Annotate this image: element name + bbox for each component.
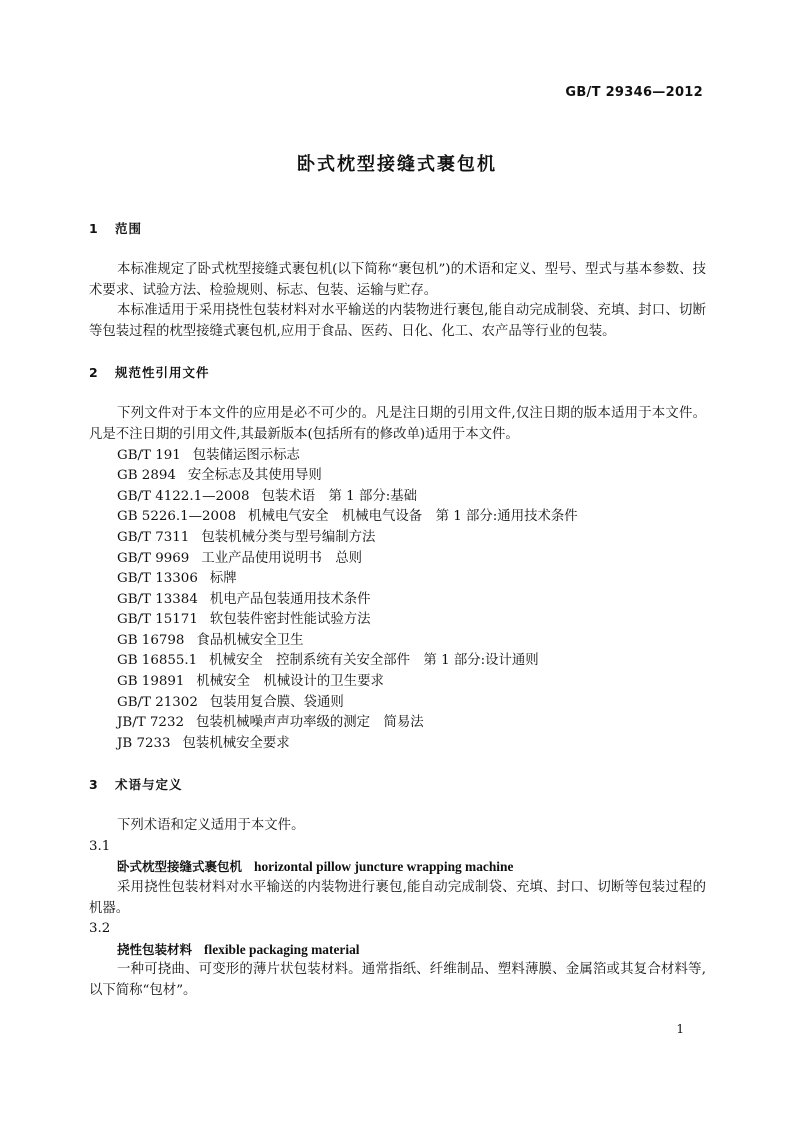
document-title: 卧式枕型接缝式裹包机 <box>297 154 497 175</box>
reference-code: JB 7233 <box>117 735 171 751</box>
reference-item <box>89 569 706 590</box>
reference-title: 标牌 <box>209 571 237 587</box>
section-number: 1 <box>89 221 99 236</box>
term-chinese: 卧式枕型接缝式裹包机 <box>117 859 243 875</box>
reference-item <box>89 507 706 528</box>
reference-item <box>89 734 706 755</box>
term-entry <box>89 940 706 961</box>
reference-title: 机械电气安全 机械电气设备 第 1 部分:通用技术条件 <box>248 509 578 525</box>
reference-item <box>89 549 706 570</box>
reference-code: JB/T 7232 <box>117 715 184 731</box>
section-heading-terms <box>89 775 706 796</box>
reference-title: 食品机械安全卫生 <box>196 632 304 648</box>
reference-title: 安全标志及其使用导则 <box>187 468 322 484</box>
reference-item <box>89 693 706 714</box>
reference-code: GB 19891 <box>117 674 185 690</box>
reference-item <box>89 446 706 467</box>
reference-item <box>89 487 706 508</box>
term-chinese: 挠性包装材料 <box>117 941 193 957</box>
reference-code: GB/T 15171 <box>117 612 198 628</box>
section-heading-normative-refs <box>89 363 706 384</box>
term-english: horizontal pillow juncture wrapping machine <box>254 859 514 875</box>
normative-refs-intro: 下列文件对于本文件的应用是必不可少的。凡是注日期的引用文件,仅注日期的版本适用于本文件。凡是不注日期的引用文件,其最新版本(包括所有的修改单)适用于本文件。 <box>89 406 706 442</box>
reference-title: 软包装件密封性能试验方法 <box>209 612 371 628</box>
reference-code: GB/T 21302 <box>117 694 198 710</box>
section-number: 2 <box>89 365 99 381</box>
reference-item <box>89 713 706 734</box>
reference-title: 包装储运图示标志 <box>192 447 300 463</box>
reference-item <box>89 631 706 652</box>
reference-item <box>89 651 706 672</box>
scope-paragraph-2: 本标准适用于采用挠性包装材料对水平输送的内装物进行裹包,能自动完成制袋、充填、封口、切断等包装过程的枕型接缝式裹包机,应用于食品、医药、日化、化工、农产品等行业的包装。 <box>89 303 706 339</box>
section-title: 范围 <box>115 221 143 236</box>
reference-code: GB 2894 <box>117 468 176 484</box>
reference-item <box>89 590 706 611</box>
reference-code: GB 16855.1 <box>117 653 198 669</box>
term-definition: 采用挠性包装材料对水平输送的内装物进行裹包,能自动完成制袋、充填、封口、切断等包装过程的机器。 <box>89 880 706 916</box>
clause-number: 3.1 <box>89 838 111 854</box>
section-number: 3 <box>89 777 99 793</box>
term-entry <box>89 857 706 878</box>
reference-item <box>89 672 706 693</box>
reference-code: GB/T 13384 <box>117 591 198 607</box>
reference-title: 包装机械安全要求 <box>182 735 290 751</box>
reference-title: 包装用复合膜、袋通则 <box>209 694 344 710</box>
clause-number: 3.2 <box>89 921 111 937</box>
reference-code: GB/T 7311 <box>117 529 190 545</box>
reference-title: 工业产品使用说明书 总则 <box>201 550 363 566</box>
reference-title: 机电产品包装通用技术条件 <box>209 591 371 607</box>
reference-item <box>89 466 706 487</box>
reference-title: 机械安全 控制系统有关安全部件 第 1 部分:设计通则 <box>209 653 539 669</box>
reference-code: GB 5226.1—2008 <box>117 509 237 525</box>
reference-code: GB/T 191 <box>117 447 181 463</box>
section-heading-scope <box>89 219 706 240</box>
section-title: 规范性引用文件 <box>115 365 210 381</box>
terms-intro: 下列术语和定义适用于本文件。 <box>117 818 305 834</box>
reference-item <box>89 528 706 549</box>
reference-title: 机械安全 机械设计的卫生要求 <box>196 674 384 690</box>
reference-item <box>89 610 706 631</box>
reference-code: GB/T 13306 <box>117 571 198 587</box>
page-number: 1 <box>676 1022 684 1036</box>
standard-number: GB/T 29346—2012 <box>565 85 703 100</box>
term-definition: 一种可挠曲、可变形的薄片状包装材料。通常指纸、纤维制品、塑料薄膜、金属箔或其复合材料等,以下简称“包材”。 <box>89 962 706 998</box>
reference-list <box>89 446 706 755</box>
reference-title: 包装机械分类与型号编制方法 <box>201 529 376 545</box>
document-body <box>89 219 706 1002</box>
reference-code: GB/T 4122.1—2008 <box>117 488 250 504</box>
reference-title: 包装术语 第 1 部分:基础 <box>261 488 418 504</box>
reference-code: GB/T 9969 <box>117 550 190 566</box>
reference-title: 包装机械噪声声功率级的测定 简易法 <box>196 715 424 731</box>
scope-paragraph-1: 本标准规定了卧式枕型接缝式裹包机(以下简称“裹包机”)的术语和定义、型号、型式与基本参数、技术要求、试验方法、检验规则、标志、包装、运输与贮存。 <box>89 262 706 298</box>
section-title: 术语与定义 <box>115 777 183 793</box>
reference-code: GB 16798 <box>117 632 185 648</box>
term-english: flexible packaging material <box>204 941 360 957</box>
